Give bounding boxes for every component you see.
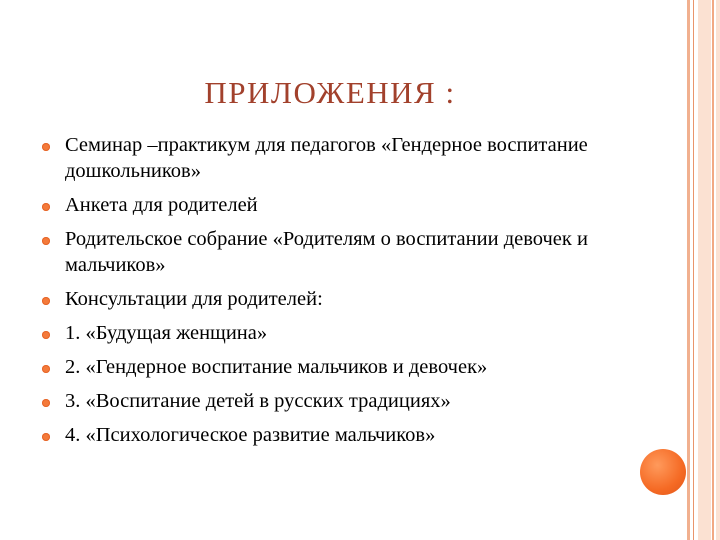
bullet-icon: [42, 203, 50, 211]
list-item: [42, 354, 602, 380]
list-item: [42, 422, 602, 448]
list-item-text: 2. «Гендерное воспитание мальчиков и девочек»: [65, 356, 488, 378]
list-item-text: 4. «Психологическое развитие мальчиков»: [65, 424, 436, 446]
decorative-stripe: [712, 0, 714, 540]
slide-title: ПРИЛОЖЕНИЯ :: [204, 75, 456, 110]
list-item: [42, 320, 602, 346]
bullet-icon: [42, 237, 50, 245]
list-item-text: 3. «Воспитание детей в русских традициях»: [65, 390, 451, 412]
decorative-stripe: [693, 0, 694, 540]
bullet-icon: [42, 399, 50, 407]
orange-circle-icon: [640, 449, 686, 495]
decorative-stripe: [687, 0, 690, 540]
list-item: [42, 286, 602, 312]
bullet-icon: [42, 297, 50, 305]
decorative-stripe: [716, 0, 720, 540]
list-item-text: Семинар –практикум для педагогов «Гендерное воспитание дошкольников»: [65, 134, 588, 182]
bullet-icon: [42, 433, 50, 441]
decorative-stripe: [698, 0, 711, 540]
list-item-text: Анкета для родителей: [65, 194, 258, 216]
list-item: [42, 388, 602, 414]
bullet-icon: [42, 365, 50, 373]
list-item: [42, 192, 602, 218]
bullet-icon: [42, 331, 50, 339]
list-item-text: Консультации для родителей:: [65, 288, 323, 310]
bullet-list: [42, 132, 602, 456]
bullet-icon: [42, 143, 50, 151]
list-item: [42, 226, 602, 278]
list-item-text: 1. «Будущая женщина»: [65, 322, 268, 344]
list-item-text: Родительское собрание «Родителям о воспитании девочек и мальчиков»: [65, 228, 588, 276]
list-item: [42, 132, 602, 184]
